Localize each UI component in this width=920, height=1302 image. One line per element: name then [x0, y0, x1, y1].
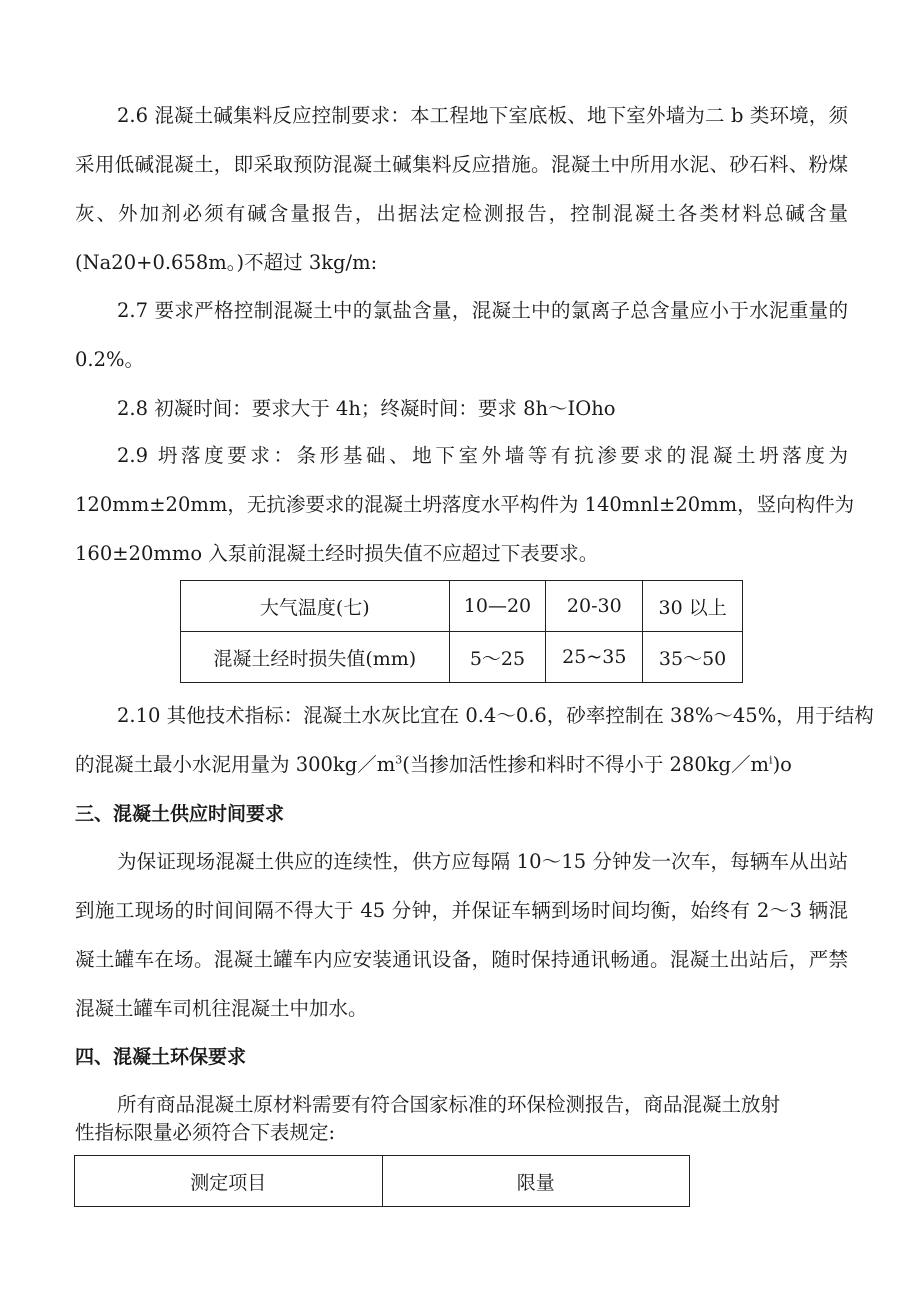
- section-3-line-2: 到施工现场的时间间隔不得大于 45 分钟，并保证车辆到场时间均衡，始终有 2～3 辆混: [75, 899, 848, 922]
- section-3-line-3: 凝土罐车在场。混凝土罐车内应安装通讯设备，随时保持通讯畅通。混凝土出站后，严禁: [75, 948, 848, 971]
- table-cell: 混凝土经时损失值(mm): [181, 632, 450, 683]
- paragraph-2-8: 2.8 初凝时间：要求大于 4h；终凝时间：要求 8h～IOho: [117, 397, 616, 420]
- text-segment: )o: [772, 753, 792, 776]
- table-cell: 10—20: [449, 581, 546, 632]
- text-segment: (当掺加活性掺和料时不得小于 280kg／m: [402, 753, 770, 776]
- paragraph-2-7-line-1: 2.7 要求严格控制混凝土中的氯盐含量，混凝土中的氯离子总含量应小于水泥重量的: [117, 299, 848, 322]
- section-3-heading: 三、混凝土供应时间要求: [75, 803, 285, 825]
- table-row: [181, 632, 743, 683]
- paragraph-2-6-line-4: (Na20+0.658m。)不超过 3kg/m:: [75, 251, 378, 274]
- paragraph-2-6-line-1: 2.6 混凝土碱集料反应控制要求：本工程地下室底板、地下室外墙为二 b 类环境，须: [117, 104, 848, 127]
- slump-loss-table: [180, 580, 743, 683]
- paragraph-2-10-line-1: 2.10 其他技术指标：混凝土水灰比宜在 0.4～0.6，砂率控制在 38%～45%，用于结构: [117, 704, 874, 727]
- table-cell: 25~35: [546, 632, 643, 683]
- section-3-line-4: 混凝土罐车司机往混凝土中加水。: [75, 997, 368, 1020]
- paragraph-2-9-line-2: 120mm±20mm，无抗渗要求的混凝土坍落度水平构件为 140mnl±20mm，竖向构件为: [75, 493, 855, 516]
- paragraph-2-6-line-3: 灰、外加剂必须有碱含量报告，出据法定检测报告，控制混凝土各类材料总碱含量: [75, 202, 848, 225]
- paragraph-2-6-line-2: 采用低碱混凝土，即采取预防混凝土碱集料反应措施。混凝土中所用水泥、砂石料、粉煤: [75, 153, 848, 176]
- table-cell: 20-30: [546, 581, 643, 632]
- table-cell: 30 以上: [643, 581, 743, 632]
- table-cell: 5～25: [449, 632, 546, 683]
- paragraph-2-7-line-2: 0.2%。: [75, 348, 145, 371]
- table-cell: 限量: [382, 1156, 689, 1207]
- paragraph-2-10-line-2: [75, 752, 848, 778]
- section-4-heading: 四、混凝土环保要求: [75, 1046, 247, 1068]
- table-header-row: [75, 1156, 690, 1207]
- paragraph-2-9-line-1: 2.9 坍落度要求：条形基础、地下室外墙等有抗渗要求的混凝土坍落度为: [117, 444, 848, 467]
- table-header-row: [181, 581, 743, 632]
- superscript: i: [769, 753, 773, 767]
- paragraph-2-9-line-3: 160±20mmo 入泵前混凝土经时损失值不应超过下表要求。: [75, 542, 599, 565]
- radioactivity-limit-table: [74, 1155, 690, 1207]
- superscript: 3: [395, 753, 403, 767]
- section-4-line-1: 所有商品混凝土原材料需要有符合国家标准的环保检测报告，商品混凝土放射: [117, 1093, 781, 1116]
- table-cell: 测定项目: [75, 1156, 383, 1207]
- section-4-line-2: 性指标限量必须符合下表规定:: [75, 1121, 336, 1144]
- table-cell: 大气温度(七): [181, 581, 450, 632]
- section-3-line-1: 为保证现场混凝土供应的连续性，供方应每隔 10～15 分钟发一次车，每辆车从出站: [117, 850, 848, 873]
- text-segment: 的混凝土最小水泥用量为 300kg／m: [75, 753, 396, 776]
- table-cell: 35～50: [643, 632, 743, 683]
